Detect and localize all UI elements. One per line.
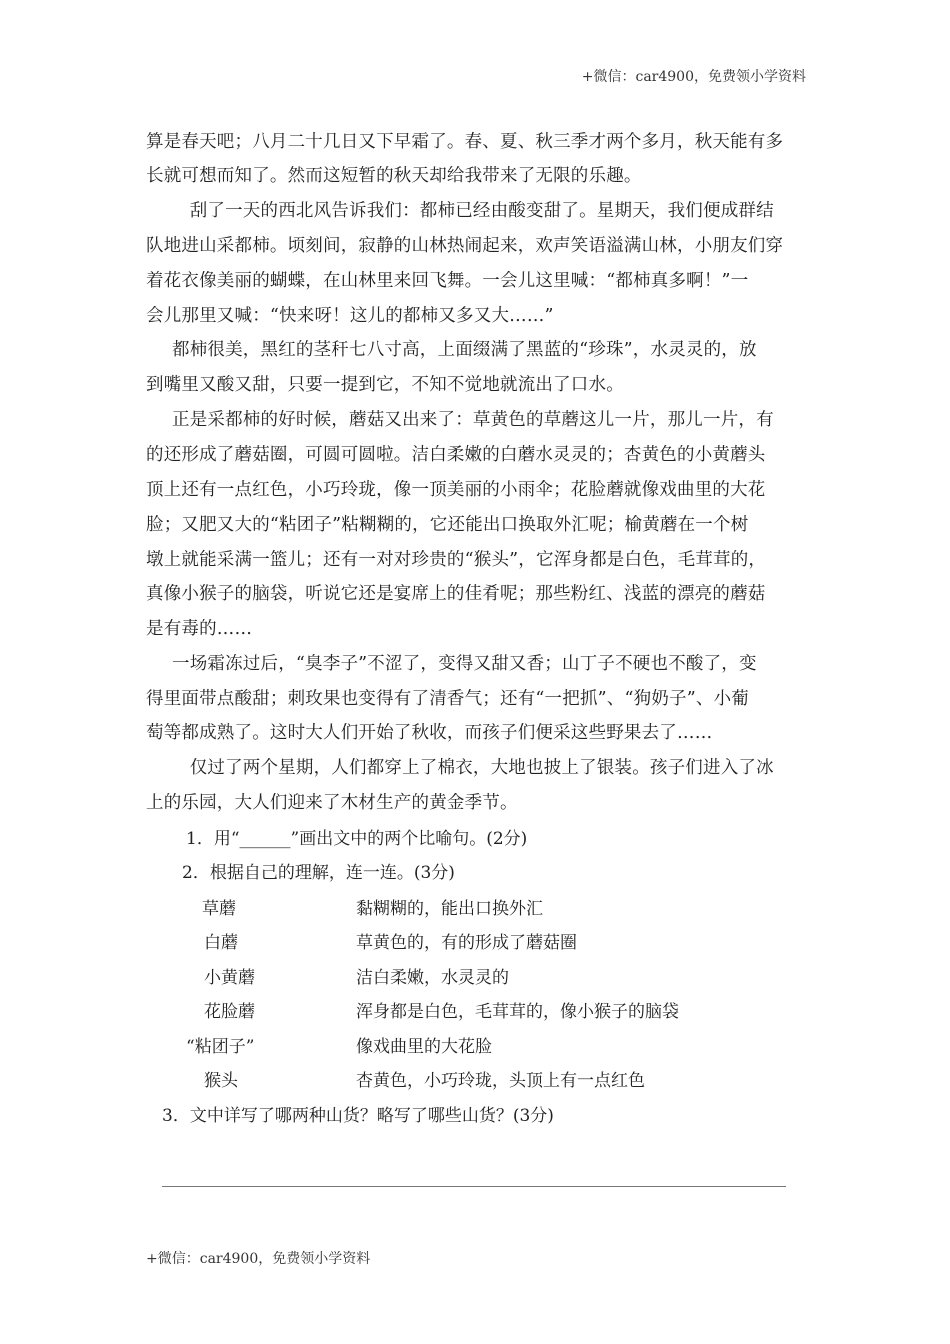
- match-left-item: 小黄蘑: [204, 968, 255, 988]
- match-right-item: 杏黄色，小巧玲珑，头顶上有一点红色: [356, 1071, 645, 1091]
- passage-line: 一场霜冻过后，“臭李子”不涩了，变得又甜又香；山丁子不硬也不酸了，变: [172, 654, 757, 674]
- passage-line: 墩上就能采满一篮儿；还有一对对珍贵的“猴头”，它浑身都是白色，毛茸茸的，: [146, 550, 767, 570]
- header-watermark: +微信：car4900，免费领小学资料: [581, 69, 806, 85]
- passage-line: 算是春天吧；八月二十几日又下早霜了。春、夏、秋三季才两个多月，秋天能有多: [146, 132, 784, 152]
- passage-line: 上的乐园，大人们迎来了木材生产的黄金季节。: [146, 793, 518, 813]
- match-right-item: 像戏曲里的大花脸: [356, 1037, 492, 1057]
- passage-line: 的还形成了蘑菇圈，可圆可圆啦。洁白柔嫩的白蘑水灵灵的；杏黄色的小黄蘑头: [146, 445, 766, 465]
- passage-line: 仅过了两个星期，人们都穿上了棉衣，大地也披上了银装。孩子们进入了冰: [172, 758, 774, 778]
- passage-line: 萄等都成熟了。这时大人们开始了秋收，而孩子们便采这些野果去了……: [146, 723, 713, 743]
- passage-line: 正是采都柿的好时候，蘑菇又出来了：草黄色的草蘑这儿一片，那儿一片，有: [172, 410, 774, 430]
- passage-line: 队地进山采都柿。顷刻间，寂静的山林热闹起来，欢声笑语溢满山林，小朋友们穿: [146, 236, 784, 256]
- passage-line: 长就可想而知了。然而这短暂的秋天却给我带来了无限的乐趣。: [146, 166, 642, 186]
- match-left-item: “粘团子”: [186, 1037, 255, 1057]
- question-2: 2．根据自己的理解，连一连。(3分): [182, 863, 455, 883]
- passage-line: 真像小猴子的脑袋，听说它还是宴席上的佳肴呢；那些粉红、浅蓝的漂亮的蘑菇: [146, 584, 766, 604]
- passage-line: 着花衣像美丽的蝴蝶，在山林里来回飞舞。一会儿这里喊：“都柿真多啊！”一: [146, 271, 749, 291]
- passage-line: 得里面带点酸甜；刺玫果也变得有了清香气；还有“一把抓”、“狗奶子”、小葡: [146, 689, 749, 709]
- passage-line: 刮了一天的西北风告诉我们：都柿已经由酸变甜了。星期天，我们便成群结: [172, 201, 774, 221]
- passage-line: 顶上还有一点红色，小巧玲珑，像一顶美丽的小雨伞；花脸蘑就像戏曲里的大花: [146, 480, 766, 500]
- match-left-item: 白蘑: [204, 933, 238, 953]
- passage-line: 会儿那里又喊：“快来呀！这儿的都柿又多又大……”: [146, 306, 554, 326]
- match-right-item: 黏糊糊的，能出口换外汇: [356, 899, 543, 919]
- match-left-item: 猴头: [204, 1071, 238, 1091]
- match-left-item: 草蘑: [202, 899, 236, 919]
- question-1: 1．用“______”画出文中的两个比喻句。(2分): [186, 829, 528, 849]
- match-right-item: 洁白柔嫩，水灵灵的: [356, 968, 509, 988]
- passage-line: 是有毒的……: [146, 619, 253, 639]
- answer-line: [162, 1186, 786, 1187]
- match-right-item: 草黄色的，有的形成了蘑菇圈: [356, 933, 577, 953]
- passage-line: 到嘴里又酸又甜，只要一提到它，不知不觉地就流出了口水。: [146, 375, 624, 395]
- match-left-item: 花脸蘑: [204, 1002, 255, 1022]
- passage-line: 都柿很美，黑红的茎秆七八寸高，上面缀满了黑蓝的“珍珠”，水灵灵的，放: [172, 340, 757, 360]
- question-3: 3．文中详写了哪两种山货？略写了哪些山货？(3分): [162, 1106, 554, 1126]
- match-right-item: 浑身都是白色，毛茸茸的，像小猴子的脑袋: [356, 1002, 679, 1022]
- footer-watermark: +微信：car4900，免费领小学资料: [146, 1251, 371, 1267]
- passage-line: 脸；又肥又大的“粘团子”粘糊糊的，它还能出口换取外汇呢；榆黄蘑在一个树: [146, 515, 749, 535]
